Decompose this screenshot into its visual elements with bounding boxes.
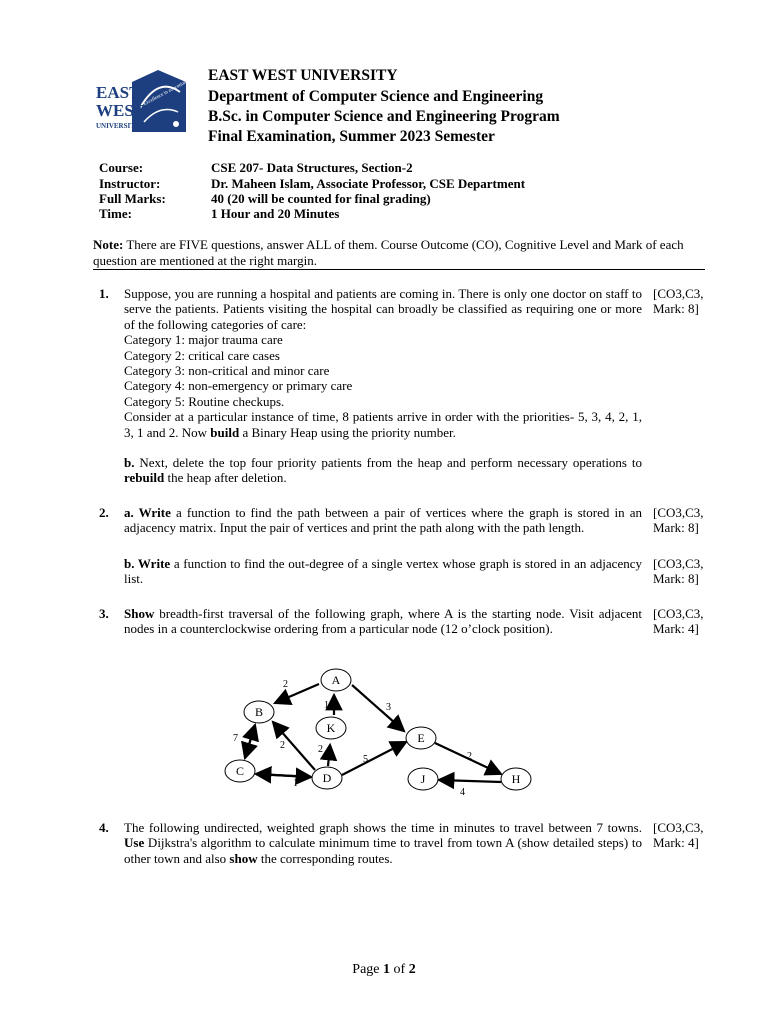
question-3-number: 3. — [99, 606, 109, 621]
time-value: 1 Hour and 20 Minutes — [211, 206, 340, 221]
q4-mark-line2: Mark: 4] — [653, 835, 699, 851]
logo-line3: UNIVERSITY — [96, 122, 140, 130]
q1-part-a-text: Consider at a particular instance of time, 8 patients arrive in order with the priorities- 5, 3, 4, 2, 1, 3, 1 and 2. Now — [124, 409, 642, 440]
q2a-mark-line1: [CO3,C3, — [653, 505, 704, 520]
q1-mark-line1: [CO3,C3, — [653, 286, 704, 301]
q1-category-1: Category 1: major trauma care — [124, 332, 283, 348]
q1-intro: Suppose, you are running a hospital and patients are coming in. There is only one doctor on staff to serve the patients. Patients visiting the hospital can broadly be classified as requiring one or more of the following categories of care: — [124, 286, 642, 332]
weight-d-e: 5 — [363, 754, 368, 765]
q2a-mark-line2: Mark: 8] — [653, 520, 699, 536]
page-total: 2 — [408, 962, 416, 977]
q1-part-a-text-end: a Binary Heap using the priority number. — [239, 424, 456, 440]
weight-e-h: 2 — [467, 751, 472, 762]
q3-text: breadth-first traversal of the following graph, where A is the starting node. Visit adjacent nodes in a counterclockwise ordering from a particular node (12 o’clock position). — [124, 606, 642, 637]
page-current: 1 — [383, 962, 391, 977]
question-1-number: 1. — [99, 286, 109, 301]
course-label: Course: — [99, 160, 144, 175]
q4-mark-line1: [CO3,C3, — [653, 820, 704, 835]
q4-bold-show: show — [229, 850, 258, 866]
q1-mark-line2: Mark: 8] — [653, 301, 699, 317]
question-2-number: 2. — [99, 505, 109, 520]
node-label-c: C — [235, 764, 245, 778]
q3-bold: Show — [124, 606, 155, 621]
node-label-j: J — [420, 772, 426, 786]
edge-a-b — [275, 684, 319, 703]
note-text: There are FIVE questions, answer ALL of them. Course Outcome (CO), Cognitive Level and Mark of each question are mentioned at the right margin. — [93, 237, 684, 268]
q1-b-text-end: the heap after deletion. — [164, 470, 287, 486]
weight-d-k: 2 — [318, 744, 323, 755]
q2-b-text: a function to find the out-degree of a single vertex whose graph is stored in an adjacency list. — [124, 556, 642, 587]
node-label-d: D — [322, 771, 332, 785]
logo-line1: EAST — [96, 83, 141, 102]
edge-c-d-back — [256, 774, 311, 777]
question-4-number: 4. — [99, 820, 109, 835]
q4-text: The following undirected, weighted graph shows the time in minutes to travel between 7 towns. — [124, 820, 642, 835]
q1-category-5: Category 5: Routine checkups. — [124, 393, 285, 409]
instructor-value: Dr. Maheen Islam, Associate Professor, CSE Department — [211, 176, 526, 191]
q1-category-4: Category 4: non-emergency or primary care — [124, 378, 353, 394]
logo-line2: WEST — [96, 101, 146, 120]
node-label-k: K — [326, 721, 336, 735]
weight-a-b: 2 — [283, 679, 288, 690]
question-4-mark — [653, 820, 704, 851]
exam-title: Final Examination, Summer 2023 Semester — [208, 128, 495, 145]
program-name: B.Sc. in Computer Science and Engineering Program — [208, 108, 560, 125]
logo-motto: Excellence in education — [142, 80, 188, 108]
q2b-mark-line2: Mark: 8] — [653, 571, 699, 587]
edge-d-e — [342, 742, 406, 775]
note-label: Note: — [93, 237, 124, 252]
full-marks-label: Full Marks: — [99, 191, 166, 206]
department-name: Department of Computer Science and Engineering — [208, 88, 544, 105]
question-4-body — [124, 820, 642, 866]
edge-d-k — [328, 745, 330, 766]
university-name: EAST WEST UNIVERSITY — [208, 67, 398, 84]
node-label-b: B — [254, 705, 264, 719]
edge-a-e — [352, 685, 404, 731]
page-footer — [0, 962, 768, 978]
full-marks-value: 40 (20 will be counted for final grading) — [211, 191, 431, 206]
weight-k-a: 1 — [324, 700, 329, 711]
instructor-label: Instructor: — [99, 176, 161, 191]
time-label: Time: — [99, 206, 132, 221]
edge-b-c-back — [245, 725, 255, 758]
q2-a-text: a function to find the path between a pair of vertices where the graph is stored in an adjacency matrix. Input the pair of vertices and print the path along with the path length. — [124, 505, 643, 536]
q1-part-a-bold: build — [210, 424, 240, 440]
weight-d-b: 2 — [280, 740, 285, 751]
q4-text-end: the corresponding routes. — [257, 850, 393, 866]
weight-b-c: 7 — [233, 733, 238, 744]
q1-b-text: Next, delete the top four priority patients from the heap and perform necessary operations to — [134, 455, 642, 470]
q1-b-label: b. — [124, 455, 135, 470]
q1-category-2: Category 2: critical care cases — [124, 347, 280, 363]
page-of: of — [390, 962, 409, 977]
course-value: CSE 207- Data Structures, Section-2 — [211, 160, 413, 175]
q3-mark-line1: [CO3,C3, — [653, 606, 704, 621]
node-label-h: H — [511, 772, 521, 786]
node-label-e: E — [417, 731, 425, 745]
q4-text-mid: Dijkstra's algorithm to calculate minimum time to travel from town A (show detailed steps) to other town and also — [124, 835, 642, 866]
q3-mark-line2: Mark: 4] — [653, 621, 699, 637]
q1-b-bold: rebuild — [124, 470, 165, 486]
node-label-a: A — [331, 673, 341, 687]
q1-category-3: Category 3: non-critical and minor care — [124, 363, 330, 379]
q2-b-label: b. Write — [124, 556, 171, 571]
q4-bold-use: Use — [124, 835, 145, 851]
weight-h-j: 4 — [460, 787, 465, 798]
q2b-mark-line1: [CO3,C3, — [653, 556, 704, 571]
weight-c-d: 1 — [293, 778, 298, 789]
page-prefix: Page — [352, 962, 384, 977]
weight-a-e: 3 — [386, 702, 391, 713]
edge-h-j — [439, 780, 501, 782]
q2-a-label: a. Write — [124, 505, 171, 520]
